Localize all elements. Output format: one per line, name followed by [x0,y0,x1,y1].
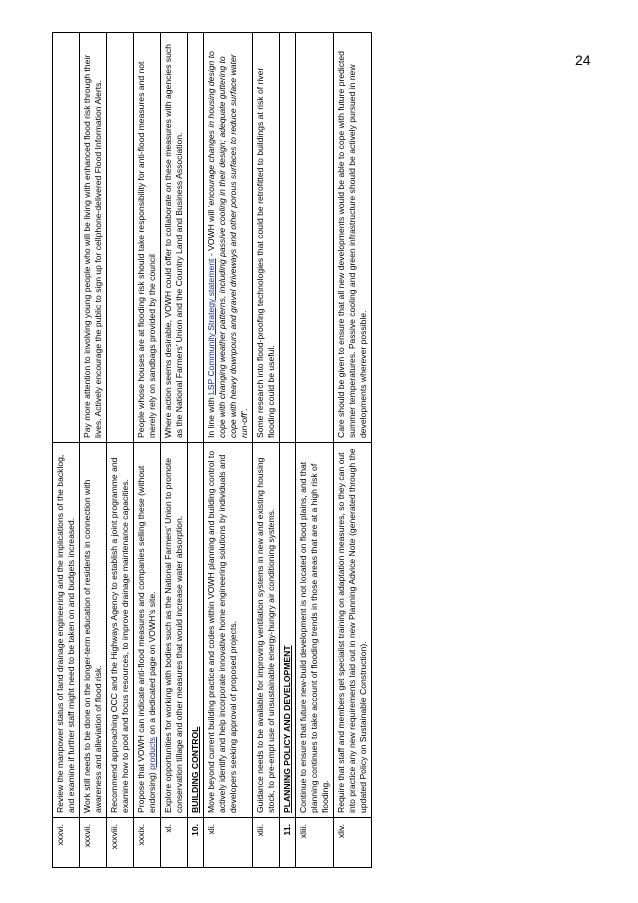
section-title-cell [188,443,204,818]
note-text: Some research into flood-proofing technologies that could be retrofitted to buildings at risk of river flooding could be useful. [253,33,280,443]
section-title: PLANNING POLICY AND DEVELOPMENT [282,645,292,813]
section-title: BUILDING CONTROL [190,726,200,813]
recommendation-text: Recommend approaching OCC and the Highways Agency to establish a joint programme and examine how to pool and focus resources, to improve drainage maintenance capacities. [107,443,134,818]
recommendation-text: Work still needs to be done on the longer-term education of residents in connection with awareness and alleviation of flood risk. [80,443,107,818]
lsp-strategy-link[interactable]: LSP Community Strategy statement [206,258,216,395]
note-text [296,33,334,443]
recommendation-text [134,443,161,818]
note-text [53,33,80,443]
recommendation-text: Require that staff and members get specialist training on adaptation measures, so they can out into practice any new requirements laid out in new Planning Advice Note (generated through the updated Policy on Sustainable Construction). [334,443,372,818]
recommendation-text: Continue to ensure that future new-build development is not located on flood plains, and that planning continues to take account of flooding trends in those areas that are at a high risk of flooding. [296,443,334,818]
row-number: xliv. [334,818,372,868]
section-row [280,33,296,868]
note-text-part: . [239,408,249,411]
row-number: xliii. [296,818,334,868]
table-row [253,33,280,868]
section-title-cell [280,443,296,818]
note-text: People whose houses are at flooding risk should take responsibility for anti-flood measures and not merely rely on sandbags provided by the council [134,33,161,443]
row-number: xli. [204,818,253,868]
table-row [53,33,80,868]
table-row [161,33,188,868]
row-number: xxxvii. [80,818,107,868]
table-row [134,33,161,868]
rec-text-part: Propose that VOWH can indicate anti-flood measures and companies selling these (without endorsing) [136,465,157,813]
rec-text-part: on a dedicated page on VOWH’s site. [147,591,157,738]
table-row [107,33,134,868]
products-link[interactable]: products [147,737,157,770]
note-text [107,33,134,443]
rotated-table-wrapper [52,33,574,868]
quoted-statement: ‘encourage changes in housing design to cope with changing weather patterns, including passive cooling in their design; adequate guttering to cope with heavy downpours and gravel driveways and other porous surfaces to reduce surface water run-off’ [206,51,249,438]
empty-cell [280,33,296,443]
empty-cell [188,33,204,443]
recommendation-text: Move beyond current building practice and codes within VOWH planning and building control to actively identify and help incorporate innovative home engineering solutions by individuals and developers seeking approval of proposed projects. [204,443,253,818]
row-number: xxxvi. [53,818,80,868]
recommendation-text: Explore opportunities for working with bodies such as the National Farmers’ Union to promote conservation tillage and other measures that would increase water absorption. [161,443,188,818]
recommendations-table [52,32,372,868]
note-text: Care should be given to ensure that all new developments would be able to cope with future predicted summer temperatures. Passive cooling and green infrastructure should be actively pursued in new developments wherever possible. [334,33,372,443]
recommendation-text: Guidance needs to be available for improving ventilation systems in new and existing housing stock, to pre-empt use of unsustainable energy-hungry air conditioning systems. [253,443,280,818]
note-text-part: - VOWH will [206,207,216,259]
note-text [204,33,253,443]
table-row [334,33,372,868]
row-number: xxxix. [134,818,161,868]
section-number: 10. [188,818,204,868]
row-number: xl. [161,818,188,868]
section-number: 11. [280,818,296,868]
recommendation-text: Review the manpower status of land drainage engineering and the implications of the backlog, and examine if further staff might need to be taken on and budgets increased. [53,443,80,818]
note-text: Where action seems desirable, VOWH could offer to collaborate on these measures with agencies such as the National Farmers’ Union and the Country Land and Business Association. [161,33,188,443]
table-row [296,33,334,868]
table-row [204,33,253,868]
row-number: xlii. [253,818,280,868]
note-text-part: In line with [206,395,216,438]
table-row [80,33,107,868]
page-number: 24 [575,52,591,68]
note-text: Pay more attention to involving young people who will be living with enhanced flood risk through their lives. Actively encourage the public to sign up for cellphone-delivered Flood Information Alerts. [80,33,107,443]
row-number: xxxviii. [107,818,134,868]
section-row [188,33,204,868]
